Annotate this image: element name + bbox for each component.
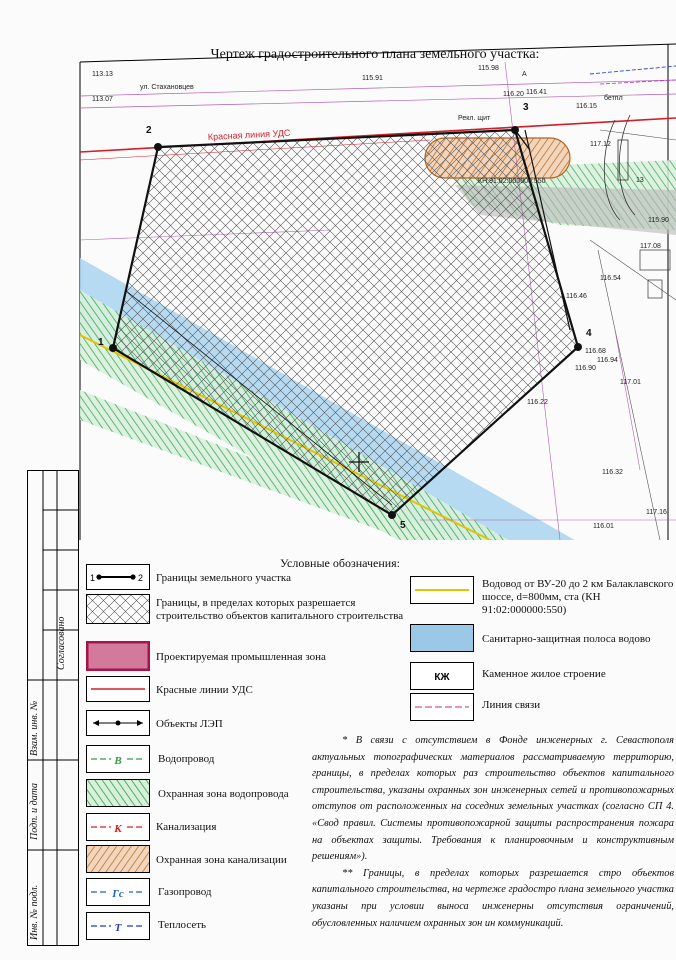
- legend-label-water-protection: Охранная зона водопровода: [158, 788, 289, 800]
- legend-label-comm-line: Линия связи: [482, 699, 541, 711]
- svg-text:1: 1: [90, 573, 96, 583]
- legend-label-heating: Теплосеть: [158, 919, 207, 931]
- legend-label-sewer-protection: Охранная зона канализации: [156, 854, 287, 866]
- legend-label-main-pipeline: Водовод от ВУ-20 до 2 км Балаклавского шоссе, d=800мм, ста (КН 91:02:000000:550): [482, 578, 674, 616]
- elevation-label: 117.08: [640, 243, 661, 250]
- legend-symbol-build-zone: [86, 594, 150, 624]
- svg-text:Гс: Гс: [112, 888, 124, 900]
- legend-symbol-comm-line: [410, 693, 474, 721]
- elevation-label: 115.98: [478, 65, 499, 72]
- legend-label-gas: Газопровод: [158, 886, 212, 898]
- legend-symbol-industrial-zone: [86, 641, 150, 671]
- elevation-label: 116.01: [593, 523, 614, 530]
- billboard-label: Рекл. щит: [458, 115, 491, 122]
- stamp-col3: Инв. № подл.: [29, 884, 40, 940]
- elevation-label: 116.41: [526, 89, 547, 96]
- elevation-label: 117.01: [620, 379, 641, 386]
- legend-symbol-sewer: [86, 813, 150, 841]
- cadastral-label: КН 91:02:000000:550: [478, 178, 546, 185]
- elevation-label: 116.68: [585, 348, 606, 355]
- svg-text:К: К: [114, 823, 122, 835]
- stamp-agreed: Согласовано: [56, 616, 67, 670]
- legend-label-sewer: Канализация: [156, 821, 217, 833]
- point-5: [388, 511, 396, 519]
- point-label-4: 4: [586, 328, 592, 339]
- legend-title: Условные обозначения:: [280, 556, 401, 570]
- point-label-3: 3: [523, 102, 529, 113]
- point-1: [109, 344, 117, 352]
- svg-text:КЖ: КЖ: [434, 672, 450, 683]
- elevation-label: 116.20: [503, 91, 524, 98]
- legend-label-stone-building: Каменное жилое строение: [482, 668, 606, 680]
- notes-block: [312, 733, 674, 932]
- point-label-5: 5: [400, 520, 406, 531]
- elevation-label: 116.15: [576, 103, 597, 110]
- point-label-1: 1: [98, 337, 104, 348]
- elevation-label: 116.90: [575, 365, 596, 372]
- legend-symbol-stone-building: [410, 662, 474, 690]
- legend-label-red-lines: Красные линии УДС: [156, 684, 253, 696]
- point-3: [511, 126, 519, 134]
- stamp-col1: Взам. инв. №: [29, 700, 40, 756]
- svg-text:В: В: [114, 755, 122, 767]
- elevation-label: 116.94: [597, 357, 618, 364]
- svg-text:Т: Т: [114, 922, 122, 934]
- legend-symbol-sewer-protection: [86, 845, 150, 873]
- legend-label-sanitary-zone: Санитарно-защитная полоса водово: [482, 633, 651, 645]
- marker-label: A: [522, 71, 527, 78]
- paving-label: бетпл: [604, 95, 623, 102]
- legend-symbol-boundary: [86, 564, 150, 590]
- legend-label-boundary: Границы земельного участка: [156, 572, 291, 584]
- drawing-title: Чертеж градостроительного плана земельного участка:: [210, 47, 540, 62]
- legend-label-industrial-zone: Проектируемая промышленная зона: [156, 651, 326, 663]
- elevation-label: 113.07: [92, 96, 113, 103]
- legend-label-power-lines: Объекты ЛЭП: [156, 718, 223, 730]
- elevation-label: 115.91: [362, 75, 383, 82]
- marker-label: 13: [636, 177, 644, 184]
- legend-symbol-heating: [86, 912, 150, 940]
- legend-symbol-main-pipeline: [410, 576, 474, 604]
- elevation-label: 115.90: [648, 217, 669, 224]
- legend-symbol-sanitary-zone: [410, 624, 474, 652]
- elevation-label: 113.13: [92, 71, 113, 78]
- elevation-label: 117.16: [646, 509, 667, 516]
- legend-label-water-supply: Водопровод: [158, 753, 215, 765]
- svg-text:2: 2: [138, 573, 144, 583]
- elevation-label: 116.54: [600, 275, 621, 282]
- legend-symbol-gas: [86, 878, 150, 906]
- title-stamp: [27, 470, 79, 946]
- point-4: [574, 343, 582, 351]
- legend-label-build-zone: Границы, в пределах которых разрешается строительство объектов капитального строительства: [156, 597, 404, 622]
- red-line-label: Красная линия УДС: [207, 127, 291, 142]
- elevation-label: 116.46: [566, 293, 587, 300]
- point-2: [154, 143, 162, 151]
- legend-symbol-red-lines: [86, 676, 150, 702]
- elevation-label: 116.22: [527, 399, 548, 406]
- legend-symbol-water-supply: [86, 745, 150, 773]
- stamp-col2: Подп. и дата: [29, 782, 40, 840]
- note-2: ** Границы, в пределах которых разрешается стро объектов капитального строительства, на чертеже градостро плана земельного участка указаны при условии выноса инженерны отсутствия ограничений, обусловленных наличием охранных зон ин коммуникаций.: [312, 867, 674, 929]
- legend-symbol-power-lines: [86, 710, 150, 736]
- elevation-label: 117.12: [590, 141, 611, 148]
- legend-symbol-water-protection: [86, 779, 150, 807]
- point-label-2: 2: [146, 125, 152, 136]
- elevation-label: 116.32: [602, 469, 623, 476]
- note-1: * В связи с отсутствием в Фонде инженерных г. Севастополя актуальных топографических материалов рассматриваемую территорию, границы, в пределах которых раз строительство объектов капитального строительства, указаны охранных зон инженерных сетей и противопожарных отступов от расположенных на соседних земельных участках (согласно СП 4. «Свод правил. Системы противопожарной защиты распространения пожара на объектах защиты. Требования к планировочным и конструктивным решениям»).: [312, 735, 674, 863]
- street-label: ул. Стахановцев: [140, 84, 194, 91]
